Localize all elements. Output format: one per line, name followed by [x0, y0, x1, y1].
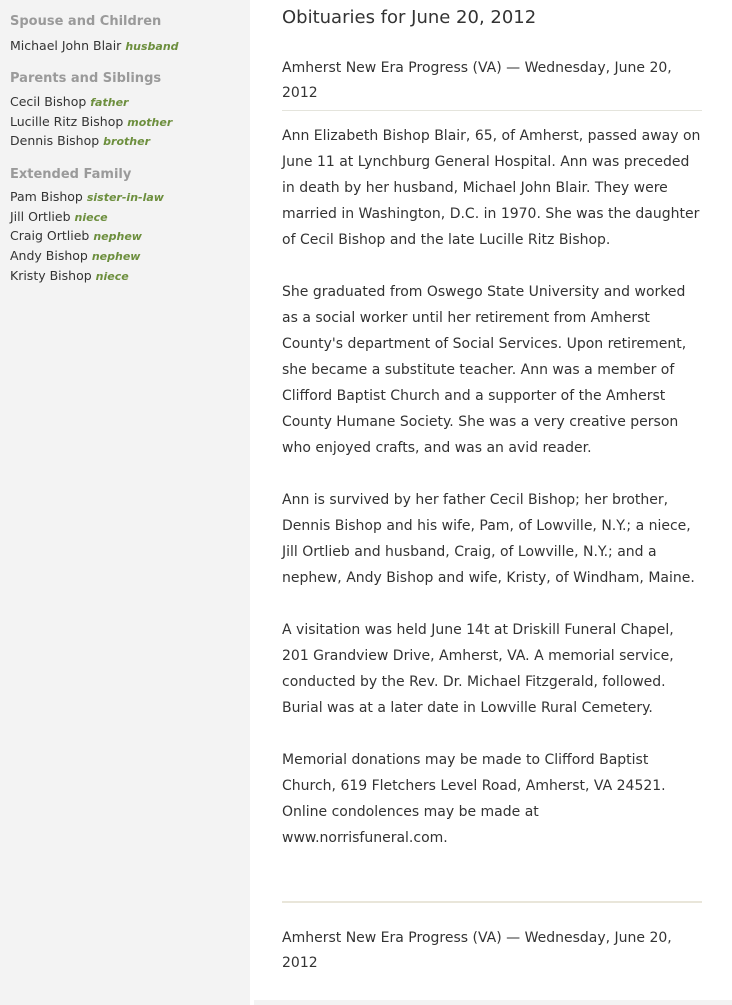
- relation-label: father: [90, 96, 129, 109]
- obituary-paragraph: Memorial donations may be made to Clifford Baptist Church, 619 Fletchers Level Road, Amherst, VA 24521. Online condolences may be made at www.norrisfuneral.com.: [282, 752, 666, 846]
- group-heading: Spouse and Children: [10, 14, 162, 29]
- divider: [282, 901, 702, 903]
- relation-label: niece: [95, 269, 129, 283]
- family-sidebar: [0, 0, 250, 1005]
- relation-item: [10, 187, 164, 207]
- relation-label: sister-in-law: [86, 191, 164, 204]
- relation-label: mother: [127, 115, 173, 129]
- person-name-link[interactable]: Pam Bishop: [10, 189, 83, 204]
- person-name-link[interactable]: Lucille Ritz Bishop: [10, 113, 124, 129]
- obituary-paragraph: Ann Elizabeth Bishop Blair, 65, of Amherst, passed away on June 11 at Lynchburg General Hospital. Ann was preceded in death by her husband, Michael John Blair. They were married in Washington, D.C. in 1970. She was the daughter of Cecil Bishop and the late Lucille Ritz Bishop.: [282, 128, 701, 248]
- relation-label: nephew: [93, 230, 142, 244]
- relation-item: [10, 226, 164, 246]
- group-parents-siblings: [10, 70, 172, 151]
- person-name-link[interactable]: Kristy Bishop: [10, 267, 92, 283]
- group-heading: Extended Family: [10, 167, 132, 182]
- person-name-link[interactable]: Craig Ortlieb: [10, 228, 90, 244]
- relation-item: [10, 112, 172, 132]
- relation-item: [10, 207, 164, 227]
- source-line-bottom: Amherst New Era Progress (VA) — Wednesday, June 20, 2012: [282, 930, 672, 971]
- relation-item: [10, 246, 164, 266]
- person-name-link[interactable]: Dennis Bishop: [10, 133, 100, 149]
- obituary-body: [282, 123, 702, 877]
- relation-item: [10, 131, 172, 151]
- relation-label: niece: [74, 210, 108, 224]
- person-name-link[interactable]: Cecil Bishop: [10, 94, 87, 109]
- footer-bar: [254, 1000, 732, 1005]
- group-extended-family: [10, 166, 164, 285]
- group-heading: Parents and Siblings: [10, 71, 162, 86]
- relation-item: [10, 266, 164, 286]
- divider: [282, 110, 702, 111]
- person-name-link[interactable]: Andy Bishop: [10, 248, 88, 264]
- relation-label: husband: [125, 40, 179, 53]
- relation-item: [10, 36, 179, 56]
- obituary-paragraph: She graduated from Oswego State University and worked as a social worker until her retirement from Amherst County's department of Social Services. Upon retirement, she became a substitute teacher. Ann was a member of Clifford Baptist Church and a supporter of the Amherst County Humane Society. She was a very creative person who enjoyed crafts, and was an avid reader.: [282, 284, 687, 456]
- page-title: Obituaries for June 20, 2012: [282, 7, 537, 28]
- person-name-link[interactable]: Michael John Blair: [10, 38, 122, 53]
- group-spouse-children: [10, 13, 179, 56]
- relation-label: nephew: [91, 250, 141, 264]
- obituary-paragraph: Ann is survived by her father Cecil Bishop; her brother, Dennis Bishop and his wife, Pam, of Lowville, N.Y.; a niece, Jill Ortlieb and husband, Craig, of Lowville, N.Y.; and a nephew, Andy Bishop and wife, Kristy, of Windham, Maine.: [282, 492, 695, 586]
- obituary-paragraph: A visitation was held June 14t at Driskill Funeral Chapel, 201 Grandview Drive, Amherst, VA. A memorial service, conducted by the Rev. Dr. Michael Fitzgerald, followed. Burial was at a later date in Lowville Rural Cemetery.: [282, 622, 674, 716]
- source-line-top: Amherst New Era Progress (VA) — Wednesday, June 20, 2012: [282, 60, 672, 101]
- relation-label: brother: [103, 135, 151, 149]
- person-name-link[interactable]: Jill Ortlieb: [10, 208, 71, 224]
- relation-item: [10, 92, 172, 112]
